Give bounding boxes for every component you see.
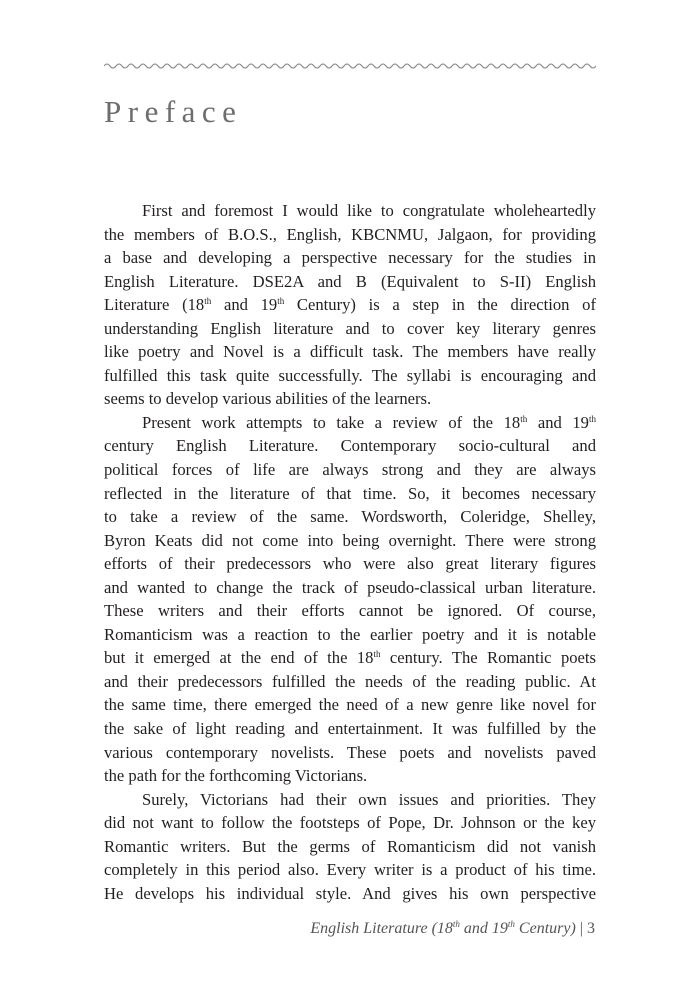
decorative-wavy-rule (104, 60, 596, 72)
text-line (104, 387, 596, 411)
text-run: completely in this period also. Every writer is a product of his time. (104, 860, 596, 880)
text-line (104, 741, 596, 765)
text-line (104, 788, 596, 812)
footer-separator: | (575, 920, 587, 937)
text-run: First and foremost I would like to congratulate wholeheartedly (142, 201, 596, 220)
text-line (104, 364, 596, 388)
text-run: and 19 (527, 412, 589, 432)
text-run: Century) (514, 920, 576, 937)
text-run: understanding English literature and to cover key literary genres (104, 318, 596, 338)
superscript: th (588, 413, 596, 424)
text-line (104, 482, 596, 506)
text-line (104, 340, 596, 364)
text-run: the sake of light reading and entertainment. It was fulfilled by the (104, 719, 596, 739)
text-line (104, 246, 596, 270)
text-run: He develops his individual style. And gives his own perspective (104, 883, 596, 903)
text-run: the path for the forthcoming Victorians. (104, 766, 368, 786)
text-run: Romantic writers. But the germs of Romanticism did not vanish (104, 836, 596, 856)
text-line (104, 693, 596, 717)
text-line (104, 764, 596, 788)
text-run: reflected in the literature of that time. So, it becomes necessary (104, 483, 596, 503)
text-run: fulfilled this task quite successfully. The syllabi is encouraging and (104, 365, 596, 385)
text-line (104, 317, 596, 341)
superscript: th (507, 919, 515, 929)
text-line (104, 717, 596, 741)
text-line (104, 552, 596, 576)
text-run: English Literature. DSE2A and B (Equivalent to S-II) English (104, 271, 596, 291)
text-run: political forces of life are always strong and they are always (104, 460, 596, 480)
text-run: and wanted to change the track of pseudo-classical urban literature. (104, 577, 596, 597)
text-run: and their predecessors fulfilled the needs of the reading public. At (104, 671, 596, 691)
text-line (104, 646, 596, 670)
page-footer (310, 920, 595, 938)
superscript: th (373, 649, 381, 660)
text-run: Surely, Victorians had their own issues and priorities. They (142, 789, 596, 809)
text-line (104, 529, 596, 553)
text-run: and 19 (459, 920, 508, 937)
text-line (104, 576, 596, 600)
text-line (104, 670, 596, 694)
text-run: Romanticism was a reaction to the earlier poetry and it is notable (104, 624, 596, 644)
text-run: English Literature (18 (310, 920, 453, 937)
text-run: a base and developing a perspective necessary for the studies in (104, 248, 596, 268)
text-line (104, 270, 596, 294)
text-run: Present work attempts to take a review of the 18 (142, 412, 521, 432)
text-run: various contemporary novelists. These poets and novelists paved (104, 742, 596, 762)
text-run: but it emerged at the end of the 18 (104, 648, 374, 668)
paragraph (104, 199, 596, 411)
text-line (104, 882, 596, 906)
text-line (104, 835, 596, 859)
text-run: the members of B.O.S., English, KBCNMU, Jalgaon, for providing (104, 224, 596, 244)
text-line (104, 434, 596, 458)
text-line (104, 858, 596, 882)
text-line (104, 293, 596, 317)
text-run: and 19 (211, 295, 278, 315)
text-line (104, 505, 596, 529)
text-run: seems to develop various abilities of the learners. (104, 389, 432, 409)
text-run: These writers and their efforts cannot be ignored. Of course, (104, 601, 596, 621)
paragraph (104, 411, 596, 788)
page-number: 3 (587, 920, 595, 937)
text-line (104, 199, 596, 223)
text-line (104, 458, 596, 482)
text-line (104, 811, 596, 835)
superscript: th (520, 413, 528, 424)
preface-body (104, 199, 596, 905)
text-line (104, 599, 596, 623)
page-title: Preface (104, 94, 243, 129)
text-run: Byron Keats did not come into being overnight. There were strong (104, 530, 596, 550)
text-run: century English Literature. Contemporary socio-cultural and (104, 436, 596, 456)
superscript: th (452, 919, 460, 929)
running-title (310, 920, 575, 937)
superscript: th (204, 296, 212, 307)
superscript: th (277, 296, 285, 307)
text-line (104, 411, 596, 435)
paragraph (104, 788, 596, 906)
text-run: efforts of their predecessors who were also great literary figures (104, 554, 596, 574)
text-run: did not want to follow the footsteps of Pope, Dr. Johnson or the key (104, 813, 596, 833)
text-run: to take a review of the same. Wordsworth, Coleridge, Shelley, (104, 507, 596, 527)
text-line (104, 623, 596, 647)
text-run: the same time, there emerged the need of a new genre like novel for (104, 695, 596, 715)
text-line (104, 223, 596, 247)
text-run: like poetry and Novel is a difficult task. The members have really (104, 342, 596, 362)
text-run: Literature (18 (104, 295, 205, 315)
text-run: century. The Romantic poets (380, 648, 596, 668)
text-run: Century) is a step in the direction of (284, 295, 596, 315)
